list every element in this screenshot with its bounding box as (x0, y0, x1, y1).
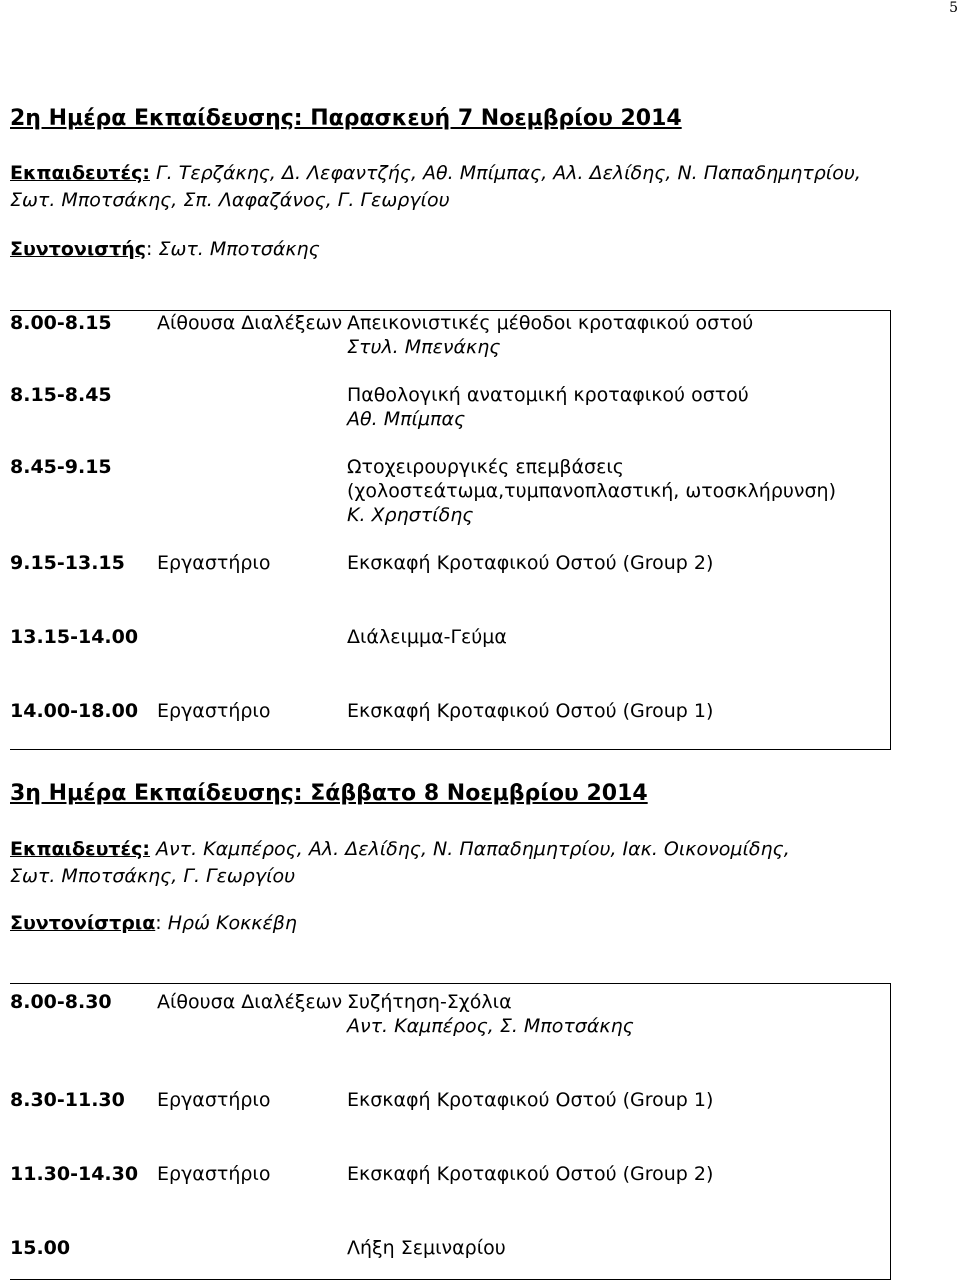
speaker-text: Αντ. Καμπέρος, Σ. Μποτσάκης (347, 1014, 634, 1037)
day3-trainers-label: Εκπαιδευτές: (10, 838, 150, 860)
table-row (10, 551, 891, 575)
time-cell: 9.15-13.15 (10, 552, 125, 574)
day2-coordinator-label: Συντονιστής (10, 238, 146, 260)
table-row (10, 1162, 891, 1186)
time-cell: 11.30-14.30 (10, 1162, 139, 1185)
day3-coordinator-label: Συντονίστρια (10, 912, 156, 934)
speaker-text: Στυλ. Μπενάκης (347, 336, 501, 358)
place-cell (157, 383, 347, 431)
page-number: 5 (949, 0, 958, 16)
day2-trainers-line2: Σωτ. Μποτσάκης, Σπ. Λαφαζάνος, Γ. Γεωργίου (10, 189, 450, 211)
day3-trainers-line1: Αντ. Καμπέρος, Αλ. Δελίδης, Ν. Παπαδημητρίου, Ιακ. Οικονομίδης, (156, 838, 790, 860)
time-cell: 15.00 (10, 1236, 71, 1259)
place-cell: Εργαστήριο (157, 700, 271, 722)
day3-coordinator-name: Ηρώ Κοκκέβη (167, 912, 297, 934)
topic-cell: Διάλειμμα-Γεύμα (347, 625, 891, 649)
topic-text: Παθολογική ανατομική κροταφικού οστού (347, 384, 749, 406)
place-cell: Εργαστήριο (157, 552, 271, 574)
day2-coordinator (10, 236, 900, 263)
table-row (10, 990, 891, 1038)
place-cell: Εργαστήριο (157, 1088, 271, 1111)
topic-cell: Εκσκαφή Κροταφικού Οστού (Group 1) (347, 699, 891, 723)
day2-trainers-label: Εκπαιδευτές: (10, 162, 150, 184)
time-cell: 8.30-11.30 (10, 1088, 125, 1111)
time-cell: 8.45-9.15 (10, 456, 112, 478)
day3-coordinator-sep: : (155, 912, 162, 934)
topic-cell: Εκσκαφή Κροταφικού Οστού (Group 2) (347, 1162, 891, 1186)
place-cell (157, 455, 347, 527)
day2-coordinator-name: Σωτ. Μποτσάκης (158, 238, 320, 260)
day3-trainers (10, 836, 900, 890)
topic-text-2: (χολοστεάτωμα,τυμπανοπλαστική, ωτοσκλήρυνση) (347, 480, 836, 502)
place-cell: Αίθουσα Διαλέξεων (157, 312, 343, 334)
speaker-text: Κ. Χρηστίδης (347, 504, 474, 526)
day2-section (10, 106, 900, 131)
topic-text: Ωτοχειρουργικές επεμβάσεις (347, 456, 624, 478)
day3-schedule-table (10, 983, 891, 1280)
day3-heading: 3η Ημέρα Εκπαίδευσης: Σάββατο 8 Νοεμβρίου 2014 (10, 781, 648, 806)
place-cell: Αίθουσα Διαλέξεων (157, 990, 343, 1013)
time-cell: 14.00-18.00 (10, 700, 139, 722)
day2-coordinator-sep: : (146, 238, 153, 260)
day2-schedule-table (10, 310, 891, 750)
day2-heading: 2η Ημέρα Εκπαίδευσης: Παρασκευή 7 Νοεμβρίου 2014 (10, 106, 682, 131)
day3-section (10, 781, 900, 806)
table-row (10, 455, 891, 527)
table-row (10, 311, 891, 360)
table-row (10, 1236, 891, 1260)
topic-cell (347, 455, 891, 527)
table-row (10, 383, 891, 431)
day2-trainers-line1: Γ. Τερζάκης, Δ. Λεφαντζής, Αθ. Μπίμπας, Αλ. Δελίδης, Ν. Παπαδημητρίου, (156, 162, 861, 184)
place-cell (157, 1236, 347, 1260)
time-cell: 8.00-8.15 (10, 312, 112, 334)
topic-cell (347, 383, 891, 431)
day3-trainers-line2: Σωτ. Μποτσάκης, Γ. Γεωργίου (10, 865, 296, 887)
topic-cell: Εκσκαφή Κροταφικού Οστού (Group 1) (347, 1088, 891, 1112)
topic-text: Απεικονιστικές μέθοδοι κροταφικού οστού (347, 312, 754, 334)
topic-text: Συζήτηση-Σχόλια (347, 990, 512, 1013)
speaker-text: Αθ. Μπίμπας (347, 408, 466, 430)
time-cell: 8.15-8.45 (10, 384, 112, 406)
day3-coordinator (10, 910, 900, 937)
day2-trainers (10, 160, 900, 214)
topic-cell (347, 990, 891, 1038)
topic-cell: Εκσκαφή Κροταφικού Οστού (Group 2) (347, 551, 891, 575)
time-cell: 8.00-8.30 (10, 990, 112, 1013)
table-row (10, 625, 891, 649)
topic-cell (347, 311, 891, 360)
place-cell: Εργαστήριο (157, 1162, 271, 1185)
table-row (10, 699, 891, 723)
place-cell (157, 625, 347, 649)
time-cell: 13.15-14.00 (10, 626, 139, 648)
table-row (10, 1088, 891, 1112)
topic-cell: Λήξη Σεμιναρίου (347, 1236, 891, 1260)
